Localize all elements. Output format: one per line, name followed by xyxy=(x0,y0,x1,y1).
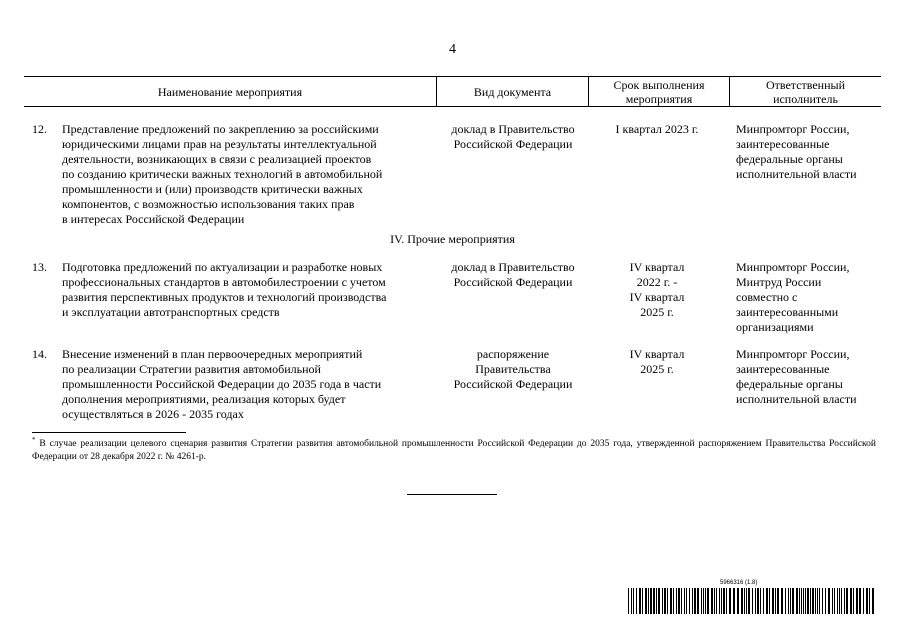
table-header-bottom-rule xyxy=(24,106,881,107)
row-number: 13. xyxy=(32,260,47,274)
row-name: Внесение изменений в план первоочередных мероприятий по реализации Стратегии развития автомобильной промышленности Российской Федерации до 2035 года в части дополнения мероприятиями, реализация которых будет осуществляться в 2026 - 2035 годах xyxy=(62,347,382,421)
footnote-text: В случае реализации целевого сценария развития Стратегии развития автомобильной промышленности Российской Федерации до 2035 года, утвержденной распоряжением Правительства Российской Федерации от 28 декабря 2022 г. № 4261-р. xyxy=(32,439,876,462)
row-term: I квартал 2023 г. xyxy=(615,122,699,136)
barcode-label: 5966316 (1.8) xyxy=(720,580,758,586)
header-col-name: Наименование мероприятия xyxy=(157,84,303,99)
end-rule xyxy=(407,494,497,495)
footnote xyxy=(32,438,876,464)
barcode-icon xyxy=(628,588,876,614)
row-doc: доклад в Правительство Российской Федерации xyxy=(451,122,575,151)
footnote-mark: * xyxy=(32,436,36,444)
header-col-term: Срок выполнения мероприятия xyxy=(613,77,705,106)
row-doc: распоряжение Правительства Российской Федерации xyxy=(453,347,573,391)
row-responsible: Минпромторг России, Минтруд России совместно с заинтересованными организациями xyxy=(736,260,850,334)
row-name: Представление предложений по закреплению за российскими юридическими лицами прав на результаты интеллектуальной деятельности, возникающих в связи с реализацией проектов по созданию критически важных технологий в автомобильной промышленности и (или) производств критически важных компонентов, с возможностью использования таких прав в интересах Российской Федерации xyxy=(62,122,383,226)
row-term: IV квартал 2022 г. - IV квартал 2025 г. xyxy=(629,260,685,319)
row-doc: доклад в Правительство Российской Федерации xyxy=(451,260,575,289)
row-name: Подготовка предложений по актуализации и разработке новых профессиональных стандартов в автомобилестроении с учетом развития перспективных продуктов и технологий производства и эксплуатации автотранспортных средств xyxy=(62,260,387,319)
header-col-resp: Ответственный исполнитель xyxy=(765,77,846,106)
row-number: 12. xyxy=(32,122,47,136)
row-responsible: Минпромторг России, заинтересованные федеральные органы исполнительной власти xyxy=(736,122,857,181)
row-term: IV квартал 2025 г. xyxy=(629,347,685,376)
footnote-rule xyxy=(32,432,186,433)
row-number: 14. xyxy=(32,347,47,361)
header-col-doc: Вид документа xyxy=(473,84,552,99)
row-responsible: Минпромторг России, заинтересованные федеральные органы исполнительной власти xyxy=(736,347,857,406)
page-number: 4 xyxy=(449,42,456,57)
section-title: IV. Прочие мероприятия xyxy=(390,232,515,246)
